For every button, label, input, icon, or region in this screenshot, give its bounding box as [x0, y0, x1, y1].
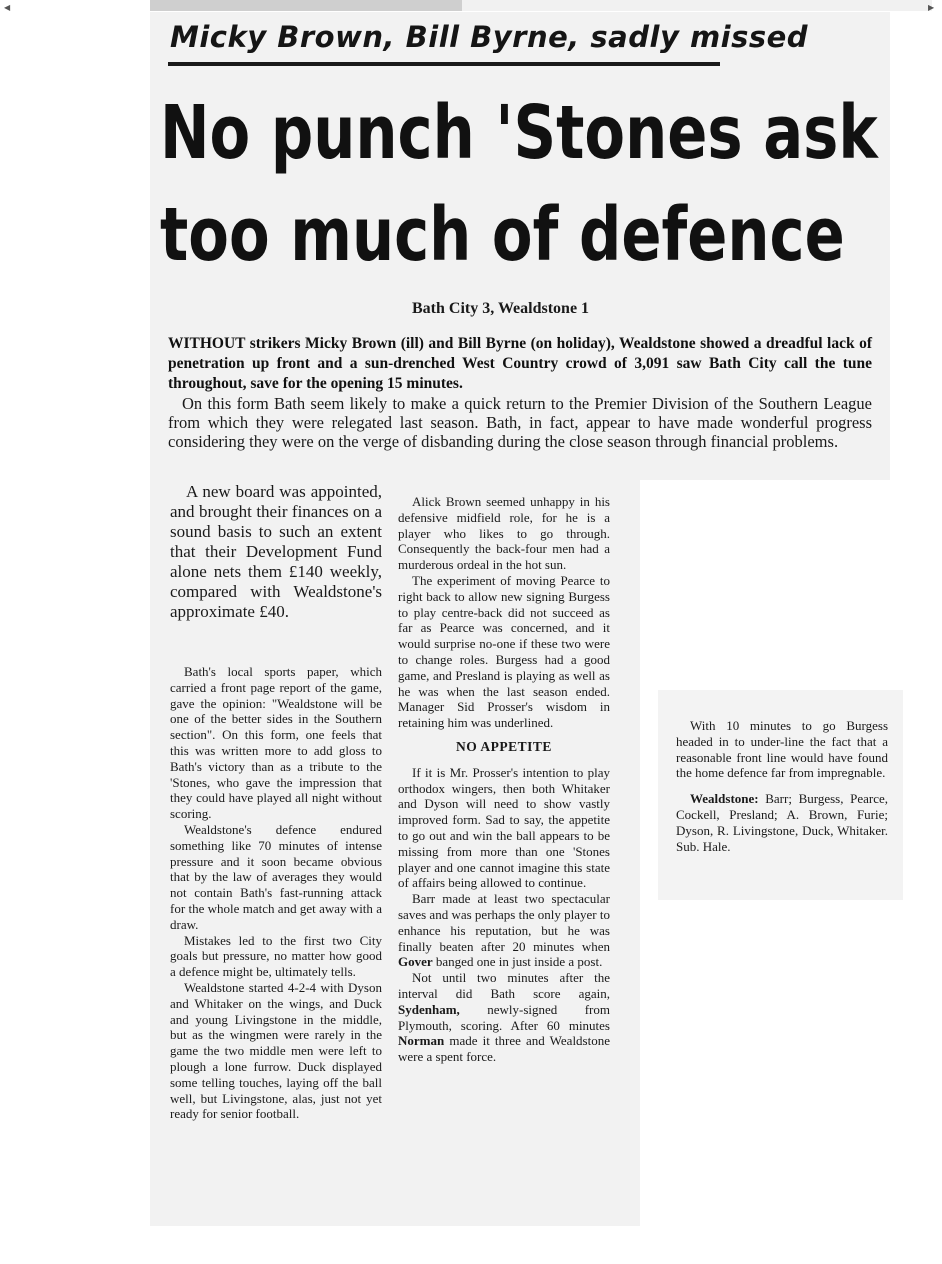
body-paragraph: With 10 minutes to go Burgess headed in to under-line the fact that a reasonable front line would have found the home defence far from impregnable. — [676, 718, 888, 781]
body-text: banged one in just inside a post. — [432, 954, 603, 970]
body-paragraph — [398, 970, 610, 1065]
kicker-underline — [168, 62, 720, 66]
scorer-name: Norman — [398, 1033, 445, 1049]
opening-paragraph: A new board was appointed, and brought their finances on a sound basis to such an extent that their Development Fund alone nets them £140 weekly, compared with Wealdstone's approximate £40. — [170, 482, 382, 621]
body-text: made it three and Wealdstone were a spent force. — [398, 1033, 610, 1065]
column-1 — [170, 664, 382, 1122]
body-text: Not until two minutes after the interval did Bath score again, — [398, 970, 610, 1001]
body-paragraph: Mistakes led to the first two City goals but pressure, no matter how good a defence might be, ultimately tells. — [170, 932, 382, 980]
body-text: newly-signed from Plymouth, scoring. After 60 minutes — [398, 1001, 610, 1033]
scorer-name: Gover — [398, 954, 433, 970]
column-3 — [676, 718, 888, 854]
body-paragraph: Bath's local sports paper, which carried a front page report of the game, gave the opinion: "Wealdstone will be one of the better sides in the Southern section". On this form, one feels that this was written more to add gloss to Bath's victory than as a tribute to the 'Stones, who gave the impression that they could have played all night without scoring. — [170, 664, 382, 822]
lineup-players: Barr; Burgess, Pearce, Cockell, Presland; A. Brown, Furie; Dyson, R. Livingstone, Duck, Whitaker. Sub. Hale. — [676, 791, 888, 854]
body-paragraph: Wealdstone started 4-2-4 with Dyson and Whitaker on the wings, and Duck and young Livingstone in the middle, but as the wingmen were rarely in the game the two middle men were left to plough a lone furrow. Duck displayed some telling touches, laying off the ball well, but Livingstone, alas, just not yet ready for senior football. — [170, 979, 382, 1122]
scan-edge-dark — [150, 0, 462, 11]
scorer-name: Sydenham, — [398, 1001, 460, 1017]
lead-paragraph: On this form Bath seem likely to make a quick return to the Premier Division of the Southern League from which they were relegated last season. Bath, in fact, appear to have made wonderful progress considering they were on the verge of disbanding during the close season through financial problems. — [168, 394, 872, 451]
left-corner-arrow-icon: ◀ — [4, 3, 11, 12]
lineup-label: Wealdstone: — [690, 791, 759, 807]
right-corner-arrow-icon: ▶ — [928, 3, 935, 12]
body-paragraph: If it is Mr. Prosser's intention to play orthodox wingers, then both Whitaker and Dyson will need to show vastly improved form. Sad to say, the appetite to go out and win the ball appears to be missing from more than one 'Stones player and one cannot imagine this state of affairs being allowed to continue. — [398, 764, 610, 891]
score-line: Bath City 3, Wealdstone 1 — [412, 300, 590, 317]
intro-paragraph: WITHOUT strikers Micky Brown (ill) and Bill Byrne (on holiday), Wealdstone showed a dreadful lack of penetration up front and a sun-drenched West Country crowd of 3,091 saw Bath City call the tune throughout, save for the opening 15 minutes. — [168, 335, 872, 392]
body-paragraph: Wealdstone's defence endured something like 70 minutes of intense pressure and it soon became obvious that by the law of averages they would not contain Bath's fast-running attack for the whole match and get away with a draw. — [170, 821, 382, 932]
team-lineup — [676, 791, 888, 854]
body-paragraph — [398, 891, 610, 970]
scan-edge-light — [462, 0, 935, 12]
column-1-opening — [170, 482, 382, 622]
headline-line-2: too much of defence — [160, 192, 845, 278]
body-paragraph: Alick Brown seemed unhappy in his defensive midfield role, for he is a player who likes to go through. Consequently the back-four men had a murderous ordeal in the hot sun. — [398, 494, 610, 573]
body-paragraph: The experiment of moving Pearce to right back to allow new signing Burgess to play centre-back did not succeed as far as Pearce was concerned, and it would surprise no-one if these two were to change roles. Burgess had a good game, and Presland is playing as well as he was when the last season ended. Manager Sid Prosser's wisdom in retaining him was underlined. — [398, 572, 610, 731]
kicker-line: Micky Brown, Bill Byrne, sadly missed — [170, 20, 809, 54]
subheading: NO APPETITE — [456, 738, 552, 754]
headline-line-1: No punch 'Stones ask — [160, 90, 878, 176]
body-text: Barr made at least two spectacular saves and was perhaps the only player to enhance his reputation, but he was finally beaten after 20 minutes when — [398, 891, 610, 954]
column-2 — [398, 494, 610, 1065]
